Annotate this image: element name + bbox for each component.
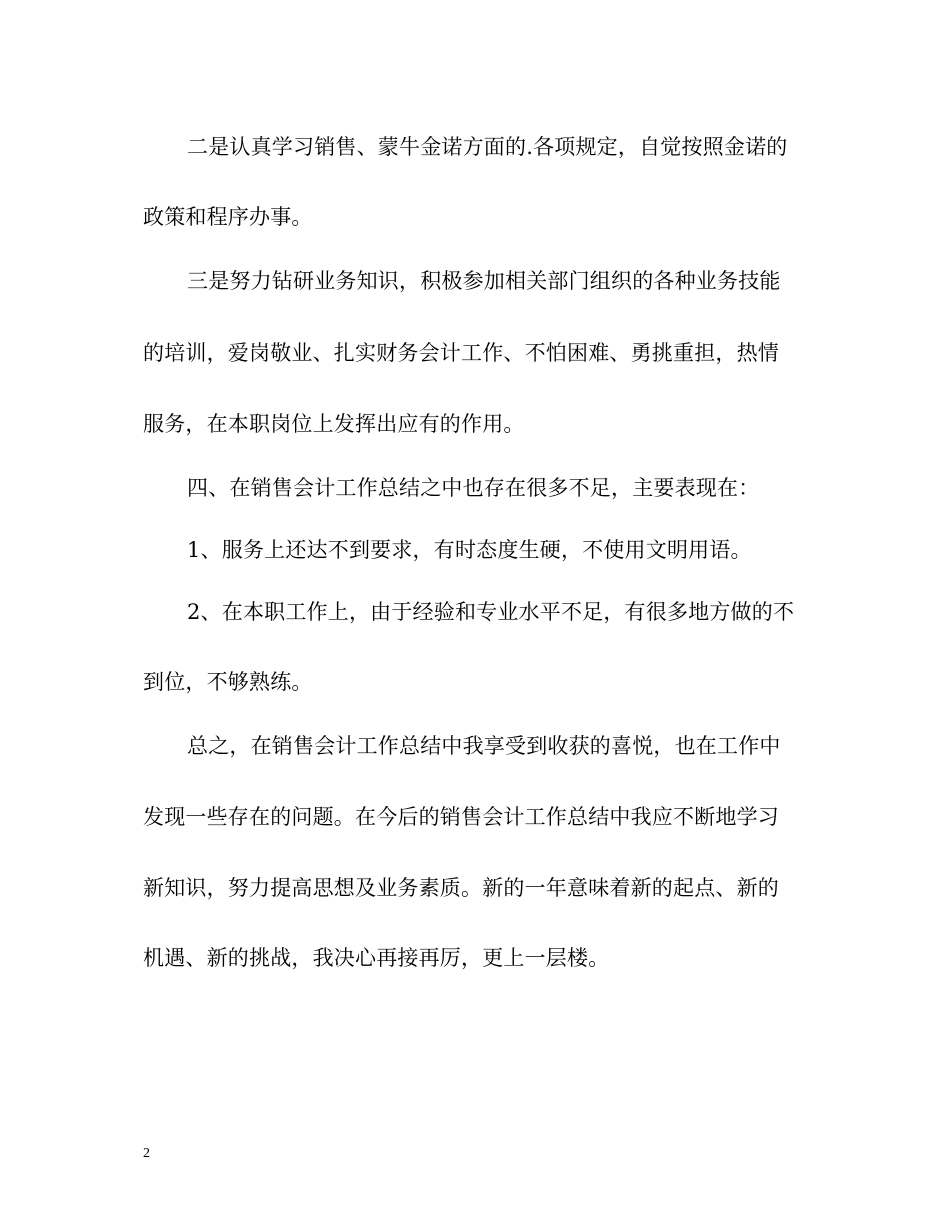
text-line: 的培训，爱岗敬业、扎实财务会计工作、不怕困难、勇挑重担，热情 <box>143 341 779 365</box>
text-line: 1、服务上还达不到要求，有时态度生硬，不使用文明用语。 <box>187 538 752 562</box>
text-line: 2、在本职工作上，由于经验和专业水平不足，有很多地方做的不 <box>187 600 795 624</box>
text-line: 二是认真学习销售、蒙牛金诺方面的.各项规定，自觉按照金诺的 <box>187 135 788 159</box>
text-line: 到位，不够熟练。 <box>143 670 313 694</box>
page-number: 2 <box>143 1146 150 1161</box>
text-line: 机遇、新的挑战，我决心再接再厉，更上一层楼。 <box>143 946 610 970</box>
text-line: 总之，在销售会计工作总结中我享受到收获的喜悦，也在工作中 <box>187 734 781 758</box>
text-line: 新知识，努力提高思想及业务素质。新的一年意味着新的起点、新的 <box>143 876 779 900</box>
text-line: 三是努力钻研业务知识，积极参加相关部门组织的各种业务技能 <box>187 269 781 293</box>
text-line: 政策和程序办事。 <box>143 205 313 229</box>
text-line: 发现一些存在的问题。在今后的销售会计工作总结中我应不断地学习 <box>143 805 779 829</box>
text-line: 四、在销售会计工作总结之中也存在很多不足，主要表现在： <box>187 476 760 500</box>
text-line: 服务，在本职岗位上发挥出应有的作用。 <box>143 412 525 436</box>
